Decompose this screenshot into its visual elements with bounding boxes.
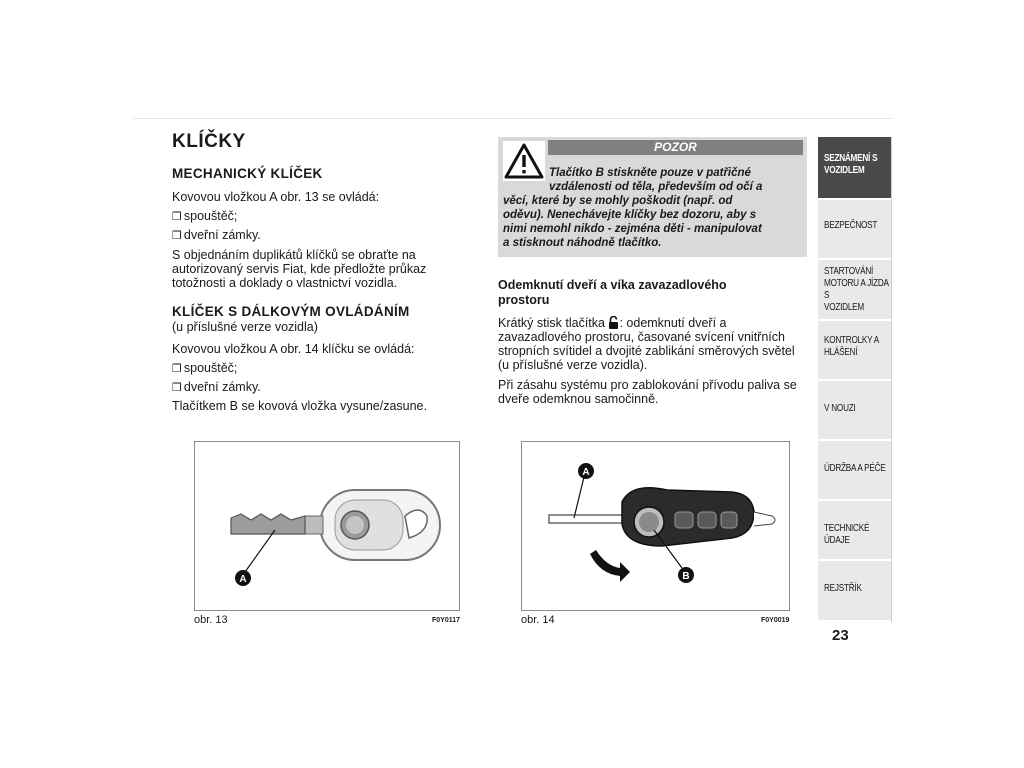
checkbox-icon: ❒ [172,362,182,375]
tab-udrzba-a-pece[interactable]: ÚDRŽBA A PÉČE [818,441,891,501]
checkbox-icon: ❒ [172,210,182,223]
mech-key-heading: MECHANICKÝ KLÍČEK [172,166,323,181]
figure-14-code: F0Y0019 [761,617,790,624]
fuel-block-paragraph: Při zásahu systému pro zablokování přívodu paliva se dveře odemknou samočinně. [498,378,797,406]
tab-technicke-udaje[interactable]: TECHNICKÉ ÚDAJE [818,501,891,561]
warning-line-6: a stisknout náhodně tlačítko. [503,237,662,249]
remote-p2: Tlačítkem B se kovová vložka vysune/zasune. [172,399,427,413]
unlock-icon [608,316,619,329]
mech-intro: Kovovou vložkou A obr. 13 se ovládá: [172,190,380,204]
tab-kontrolky[interactable]: KONTROLKY A HLÁŠENÍ [818,321,891,381]
remote-intro: Kovovou vložkou A obr. 14 klíčku se ovládá: [172,342,415,356]
mechanical-key-illustration [195,442,459,610]
tab-rejstrik[interactable]: REJSTŘÍK [818,561,891,622]
top-rule [133,118,892,119]
page-title: KLÍČKY [172,131,246,152]
figure-14-label-b: B [682,571,690,582]
warning-line-4: oděvu). Nenechávejte klíčky bez dozoru, aby s [503,209,757,221]
tab-seznameni-s-vozidlem[interactable]: SEZNÁMENÍ S VOZIDLEM [818,137,891,200]
warning-title: POZOR [548,140,803,155]
warning-line-1: Tlačítko B stiskněte pouze v patřičné [549,167,751,179]
remote-sub: (u příslušné verze vozidla) [172,320,318,334]
mech-item-2: ❒ dveřní zámky. [172,228,261,242]
remote-key-illustration [522,442,789,610]
tab-bezpecnost[interactable]: BEZPEČNOST [818,200,891,260]
tab-edge-line [891,137,892,622]
figure-14-label-a: A [582,467,590,478]
checkbox-icon: ❒ [172,381,182,394]
unlock-heading: Odemknutí dveří a víka zavazadlového prostoru [498,278,727,307]
figure-13-caption: obr. 13 [194,614,228,626]
warning-triangle-icon [503,141,545,181]
remote-item-1: ❒ spouštěč; [172,361,238,375]
unlock-paragraph: Krátký stisk tlačítka : odemknutí dveří a zavazadlového prostoru, časované svícení vnitřních stropních svítidel a dvojité zablikání směrových světel (u příslušné verze vozidla). [498,316,795,372]
figure-13-code: F0Y0117 [432,617,461,624]
warning-line-3: věcí, které by se mohly poškodit (např. od [503,195,733,207]
figure-14-caption: obr. 14 [521,614,555,626]
remote-key-heading: KLÍČEK S DÁLKOVÝM OVLÁDÁNÍM [172,304,410,319]
tab-startovani[interactable]: STARTOVÁNÍ MOTORU A JÍZDA S VOZIDLEM [818,260,891,321]
tab-v-nouzi[interactable]: V NOUZI [818,381,891,441]
remote-item-2: ❒ dveřní zámky. [172,380,261,394]
warning-line-2: vzdálenosti od těla, především od očí a [549,181,763,193]
page-number: 23 [832,627,849,644]
figure-14 [521,441,790,611]
warning-line-5: nimi nemohl nikdo - zejména děti - manipulovat [503,223,762,235]
figure-13 [194,441,460,611]
checkbox-icon: ❒ [172,229,182,242]
figure-13-label-a: A [239,574,247,585]
mech-p2: S objednáním duplikátů klíčků se obraťte na autorizovaný servis Fiat, kde předložte průkaz totožnosti a doklady o vlastnictví vozidla. [172,248,427,290]
mech-item-1: ❒ spouštěč; [172,209,238,223]
